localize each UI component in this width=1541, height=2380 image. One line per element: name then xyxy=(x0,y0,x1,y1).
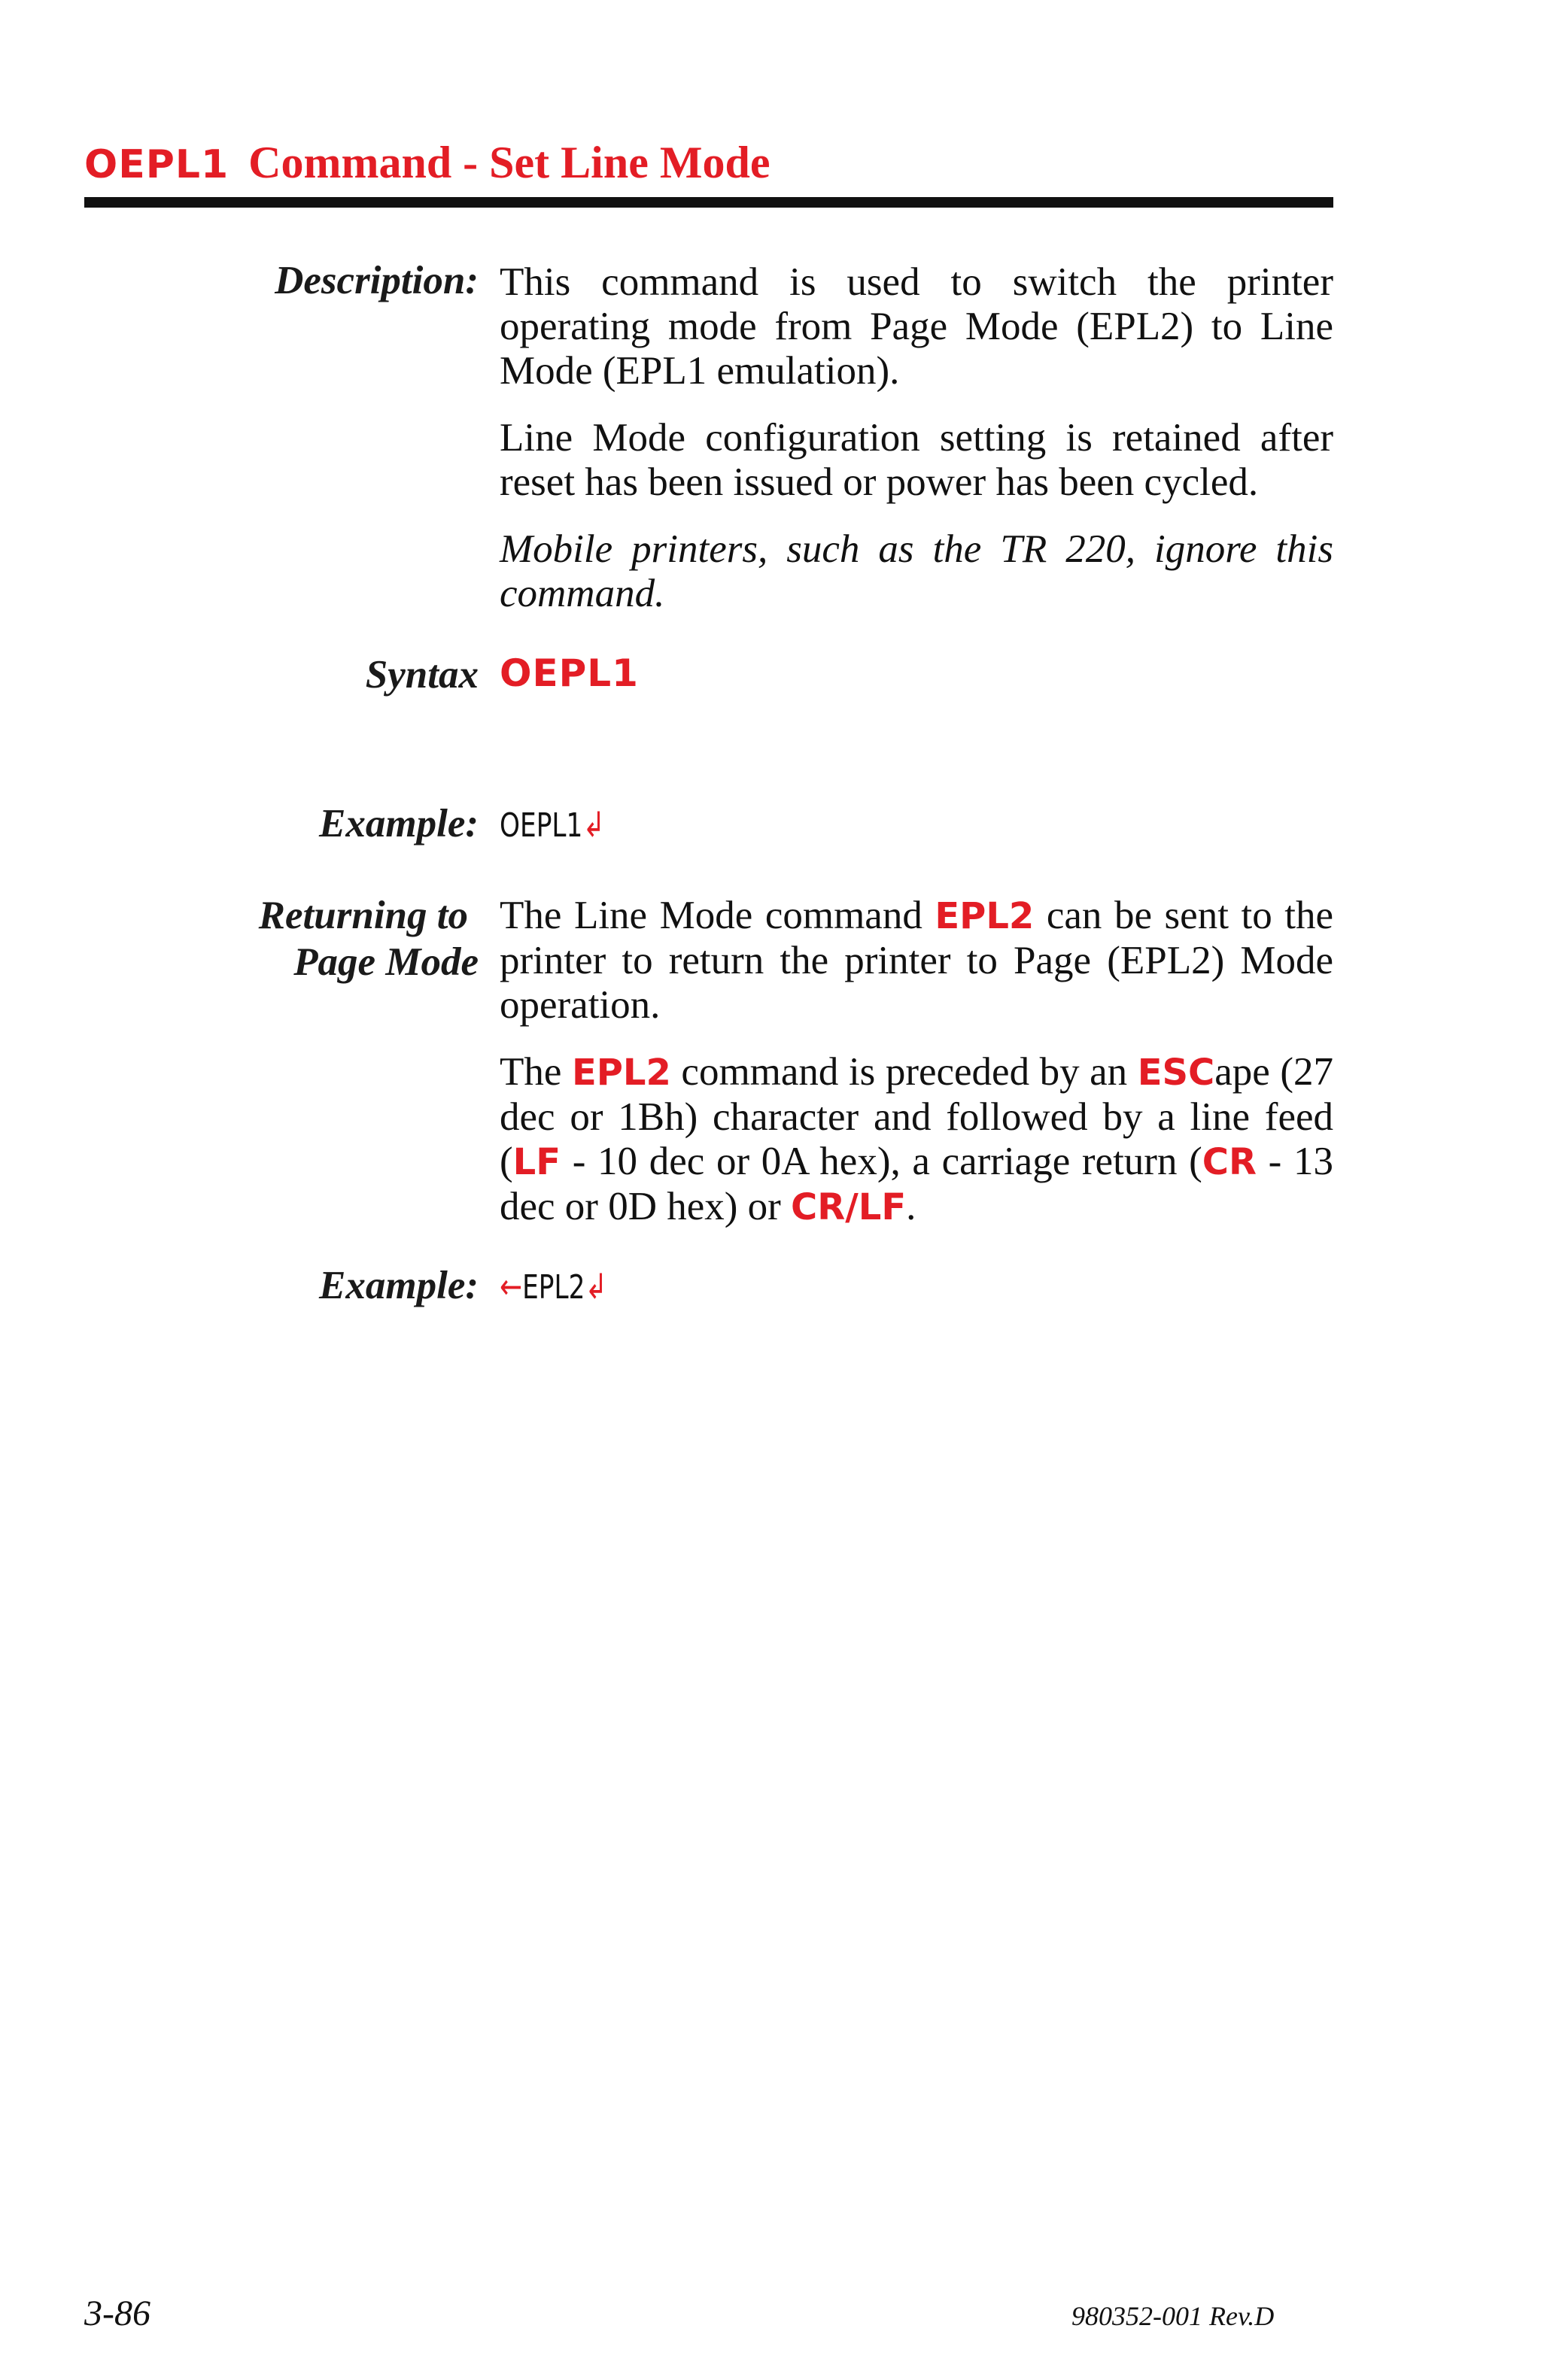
example-1-text: OEPL1 xyxy=(500,806,583,845)
returning-para-2-cmd: EPL2 xyxy=(571,1052,671,1094)
example-1-body xyxy=(500,802,1333,848)
returning-para-1-cmd: EPL2 xyxy=(935,895,1035,937)
returning-para-2-esc: ESC xyxy=(1137,1052,1215,1094)
returning-body xyxy=(500,894,1333,1230)
description-label: Description: xyxy=(275,259,479,302)
returning-para-1-text-b: can be sent to the printer to return the printer to Page (EPL2) Mode operation. xyxy=(500,894,1334,1027)
syntax-command: OEPL1 xyxy=(500,651,639,695)
returning-para-2-lf: LF xyxy=(512,1141,561,1183)
document-id: 980352-001 Rev.D xyxy=(1071,2301,1275,2331)
returning-label-line-2: Page Mode xyxy=(293,940,479,984)
heading-command: OEPL1 xyxy=(84,142,229,187)
escape-arrow-icon: ← xyxy=(500,1266,523,1307)
returning-para-1 xyxy=(500,894,1333,1028)
linefeed-icon: ↲ xyxy=(585,1266,608,1307)
example-1-label: Example: xyxy=(319,802,479,845)
example-2-body xyxy=(500,1264,1333,1310)
example-2-text: EPL2 xyxy=(522,1268,585,1307)
heading-rule xyxy=(84,197,1333,208)
example-2-code xyxy=(500,1264,607,1310)
returning-label-line-1: Returning to xyxy=(258,894,468,937)
returning-para-2 xyxy=(500,1050,1333,1230)
returning-para-2-text-c: ape (27 dec or 1Bh) character and followed by a line feed ( xyxy=(500,1050,1334,1183)
example-1-code xyxy=(500,803,605,848)
returning-para-2-text-b: command is preceded by an xyxy=(670,1050,1138,1094)
returning-para-2-text-a: The xyxy=(500,1050,572,1094)
returning-para-1-text-a: The Line Mode command xyxy=(500,894,935,937)
page-number: 3-86 xyxy=(84,2293,150,2333)
description-para-2: Line Mode configuration setting is retained after reset has been issued or power has been cycled. xyxy=(500,416,1333,504)
syntax-label: Syntax xyxy=(365,653,479,697)
example-2-label: Example: xyxy=(319,1264,479,1307)
linefeed-icon: ↲ xyxy=(582,804,606,845)
heading-title: Command - Set Line Mode xyxy=(248,138,770,187)
returning-label xyxy=(259,892,479,985)
returning-para-2-text-e: - 13 dec or 0D hex) or xyxy=(500,1140,1333,1228)
returning-para-2-cr: CR xyxy=(1202,1141,1257,1183)
returning-para-2-text-d: - 10 dec or 0A hex), a carriage return ( xyxy=(561,1140,1202,1183)
syntax-body xyxy=(500,651,1333,696)
description-para-1: This command is used to switch the printer operating mode from Page Mode (EPL2) to Line Mode (EPL1 emulation). xyxy=(500,260,1333,393)
returning-para-2-text-f: . xyxy=(906,1185,916,1228)
description-body xyxy=(500,260,1333,616)
description-para-3: Mobile printers, such as the TR 220, ignore this command. xyxy=(500,527,1333,615)
returning-para-2-crlf: CR/LF xyxy=(791,1186,907,1228)
section-heading xyxy=(84,137,1333,197)
